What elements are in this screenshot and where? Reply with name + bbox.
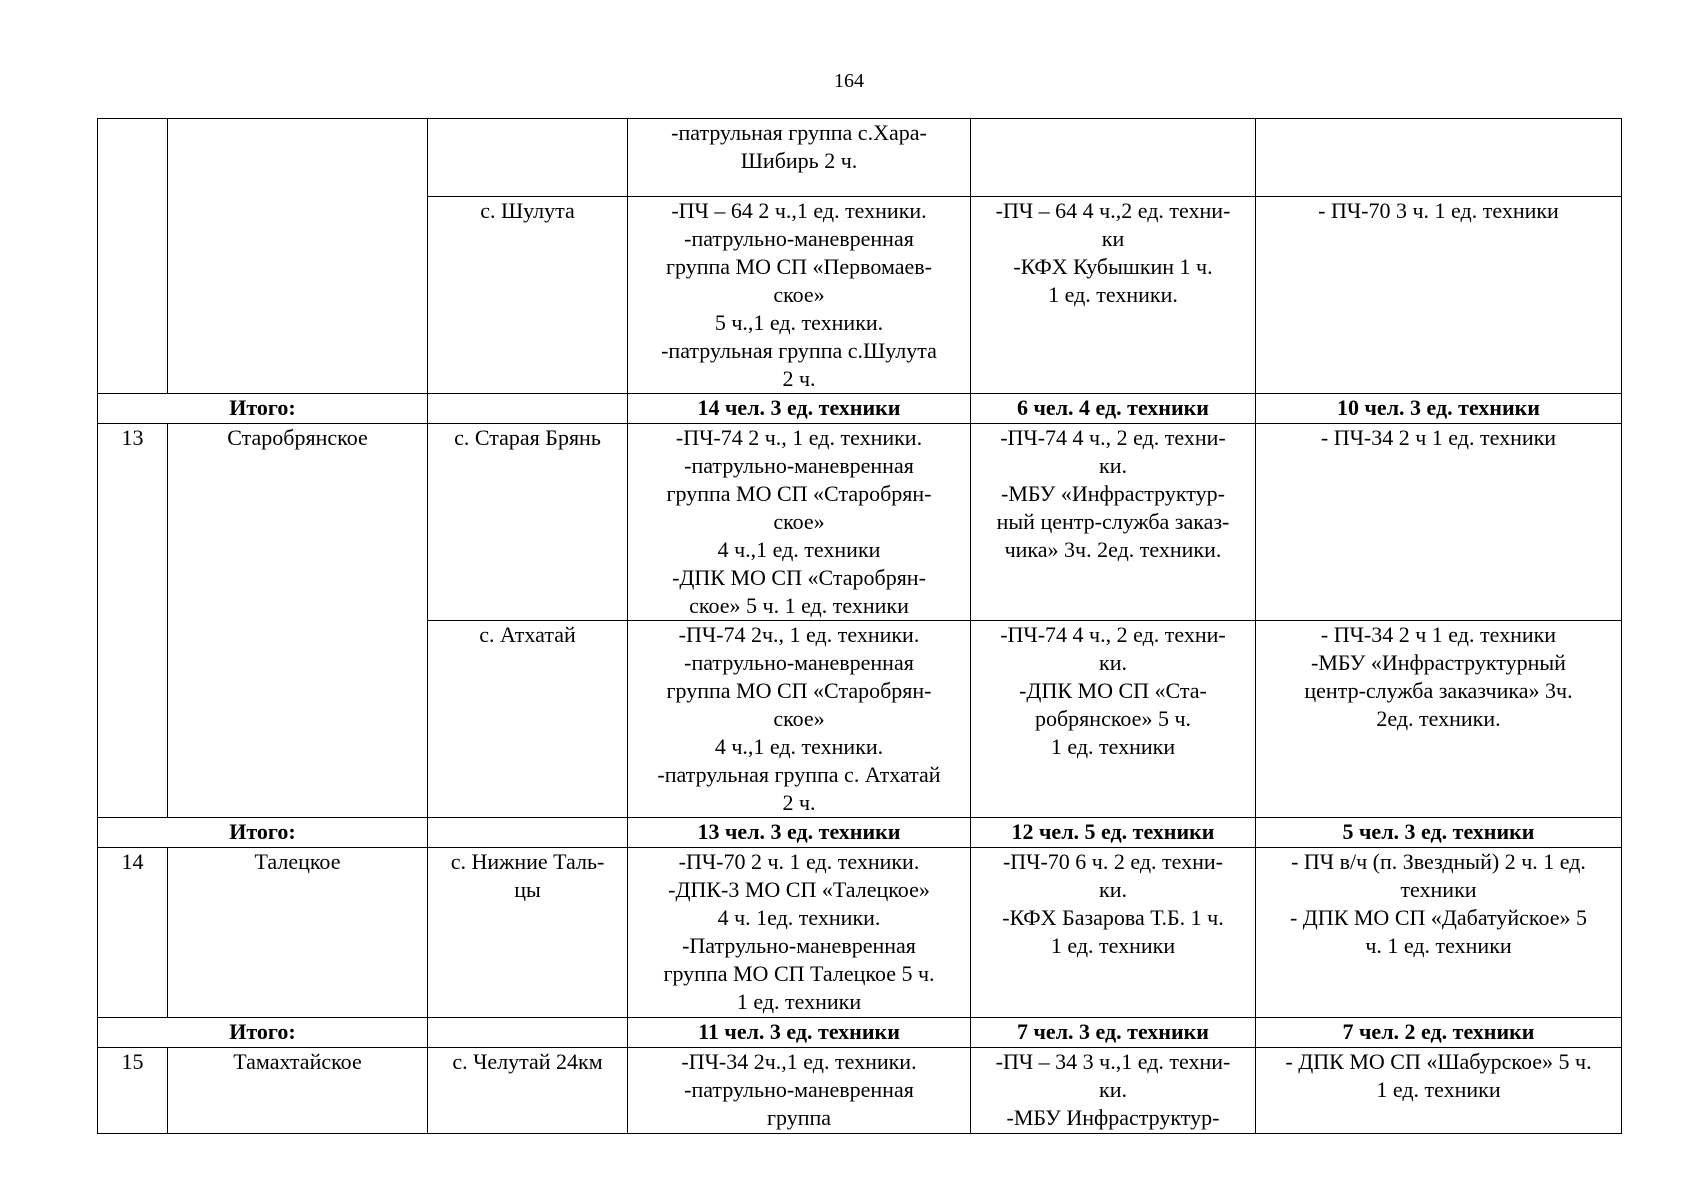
cell-line: группа МО СП Талецкое 5 ч. [663,961,935,986]
row-number-cell: 15 [98,1048,168,1134]
settlement-cell: с. Атхатай [428,621,628,818]
reserve-cell [971,119,1256,197]
total-reserve: 12 чел. 5 ед. техники [971,818,1256,848]
cell-line: -ПЧ-74 2 ч., 1 ед. техники. [675,425,923,450]
cell-line: -патрульно-маневренная [684,1077,914,1102]
forces-cell [628,424,971,621]
cell-line: ный центр-служба заказ- [996,509,1230,534]
table-row [98,1048,1622,1134]
cell-line: ское» [773,706,825,731]
cell-line: ч. 1 ед. техники [1365,933,1512,958]
cell-line: цы [514,877,541,902]
forces-cell [628,1048,971,1134]
cell-line: -ПЧ – 64 4 ч.,2 ед. техни- [995,198,1231,223]
cell-line: 2 ч. [782,790,816,815]
cell-line: - ПЧ-34 2 ч 1 ед. техники [1320,622,1557,647]
cell-line: -КФХ Базарова Т.Б. 1 ч. [1002,905,1224,930]
total-reserve: 6 чел. 4 ед. техники [971,394,1256,424]
cell-line: -ДПК МО СП «Старобрян- [672,565,926,590]
cell-line: 2 ч. [782,366,816,391]
cell-line: группа МО СП «Первомаев- [665,254,933,279]
forces-cell [628,119,971,197]
total-forces: 11 чел. 3 ед. техники [628,1018,971,1048]
municipality-cell [168,119,428,394]
additional-cell [1256,197,1622,394]
settlement-cell: с. Старая Брянь [428,424,628,621]
cell-line: -ПЧ-70 2 ч. 1 ед. техники. [678,849,920,874]
cell-line: -патрульная группа с. Атхатай [657,762,941,787]
cell-line: 4 ч.,1 ед. техники. [714,734,884,759]
cell-line: 4 ч. 1ед. техники. [717,905,881,930]
forces-cell [628,197,971,394]
cell-line: -ПЧ-70 6 ч. 2 ед. техни- [1002,849,1224,874]
cell-line: 1 ед. техники [1050,734,1176,759]
cell-line: ки. [1099,650,1127,675]
cell-line: ское» 5 ч. 1 ед. техники [689,593,909,618]
municipality-cell: Талецкое [168,848,428,1018]
cell-line: 1 ед. техники [1376,1077,1501,1102]
total-additional: 7 чел. 2 ед. техники [1256,1018,1622,1048]
total-reserve: 7 чел. 3 ед. техники [971,1018,1256,1048]
cell-line: -патрульно-маневренная [684,453,914,478]
cell-line: 2ед. техники. [1376,706,1501,731]
total-additional: 10 чел. 3 ед. техники [1256,394,1622,424]
cell-line: -МБУ «Инфраструктурный [1311,650,1566,675]
cell-line: Шибирь 2 ч. [740,148,858,173]
cell-line: -патрульная группа с.Хара- [671,120,927,145]
settlement-cell: с. Шулута [428,197,628,394]
page-number: 164 [834,70,864,92]
cell-line: ки. [1099,877,1127,902]
settlement-cell [428,119,628,197]
cell-line: группа МО СП «Старобрян- [666,481,932,506]
total-label: Итого: [98,394,428,424]
total-label: Итого: [98,1018,428,1048]
total-forces: 14 чел. 3 ед. техники [628,394,971,424]
reserve-cell [971,197,1256,394]
total-additional: 5 чел. 3 ед. техники [1256,818,1622,848]
cell-line: - ПЧ в/ч (п. Звездный) 2 ч. 1 ед. [1291,849,1586,874]
reserve-cell [971,424,1256,621]
additional-cell [1256,424,1622,621]
cell-line: 5 ч.,1 ед. техники. [714,310,884,335]
cell-line: - ДПК МО СП «Шабурское» 5 ч. [1285,1049,1592,1074]
cell-line: -МБУ Инфраструктур- [1006,1105,1220,1130]
reserve-cell [971,621,1256,818]
cell-line: - ПЧ-70 3 ч. 1 ед. техники [1318,198,1559,223]
cell-line: группа МО СП «Старобрян- [666,678,932,703]
total-empty-cell [428,394,628,424]
cell-line: ки. [1099,1077,1127,1102]
settlement-cell [428,848,628,1018]
reserve-cell [971,1048,1256,1134]
forces-cell [628,848,971,1018]
total-row [98,394,1622,424]
cell-line: ки [1101,226,1125,251]
reserve-cell [971,848,1256,1018]
cell-line: - ПЧ-34 2 ч 1 ед. техники [1320,425,1557,450]
cell-line: -ПЧ-74 4 ч., 2 ед. техни- [1000,425,1226,450]
cell-line: -ПЧ-74 4 ч., 2 ед. техни- [1000,622,1226,647]
additional-cell [1256,621,1622,818]
cell-line: -ПЧ – 64 2 ч.,1 ед. техники. [671,198,927,223]
cell-line: -МБУ «Инфраструктур- [1001,481,1225,506]
cell-line: -ПЧ-34 2ч.,1 ед. техники. [681,1049,917,1074]
cell-line: 4 ч.,1 ед. техники [717,537,881,562]
cell-line: ское» [773,282,825,307]
cell-line: -КФХ Кубышкин 1 ч. [1013,254,1213,279]
cell-line: 1 ед. техники [736,989,862,1014]
additional-cell [1256,848,1622,1018]
cell-line: ское» [773,509,825,534]
row-number-cell: 14 [98,848,168,1018]
row-number-cell: 13 [98,424,168,818]
cell-line: - ДПК МО СП «Дабатуйское» 5 [1289,905,1588,930]
total-empty-cell [428,818,628,848]
forces-cell [628,621,971,818]
row-number-cell [98,119,168,394]
cell-line: техники [1400,877,1477,902]
cell-line: -патрульная группа с.Шулута [661,338,937,363]
settlement-cell: с. Челутай 24км [428,1048,628,1134]
resources-table [97,118,1622,1134]
total-row [98,1018,1622,1048]
cell-line: чика» 3ч. 2ед. техники. [1004,537,1222,562]
cell-line: группа [766,1105,832,1130]
municipality-cell: Старобрянское [168,424,428,818]
cell-line: робрянское» 5 ч. [1034,706,1192,731]
cell-line: -ДПК МО СП «Ста- [1019,678,1207,703]
table-row [98,848,1622,1018]
total-row [98,818,1622,848]
cell-line: 1 ед. техники. [1048,282,1178,307]
cell-line: ки. [1099,453,1127,478]
table-row [98,119,1622,197]
table-row [98,424,1622,621]
total-forces: 13 чел. 3 ед. техники [628,818,971,848]
cell-line: с. Нижние Таль- [450,849,605,874]
total-empty-cell [428,1018,628,1048]
cell-line: 1 ед. техники [1050,933,1176,958]
cell-line: центр-служба заказчика» 3ч. [1304,678,1573,703]
cell-line: -ДПК-3 МО СП «Талецкое» [668,877,930,902]
cell-line: -Патрульно-маневренная [682,933,916,958]
additional-cell [1256,1048,1622,1134]
cell-line: -ПЧ – 34 3 ч.,1 ед. техни- [995,1049,1231,1074]
cell-line: -ПЧ-74 2ч., 1 ед. техники. [678,622,920,647]
cell-line: -патрульно-маневренная [684,226,914,251]
additional-cell [1256,119,1622,197]
total-label: Итого: [98,818,428,848]
cell-line: -патрульно-маневренная [684,650,914,675]
municipality-cell: Тамахтайское [168,1048,428,1134]
